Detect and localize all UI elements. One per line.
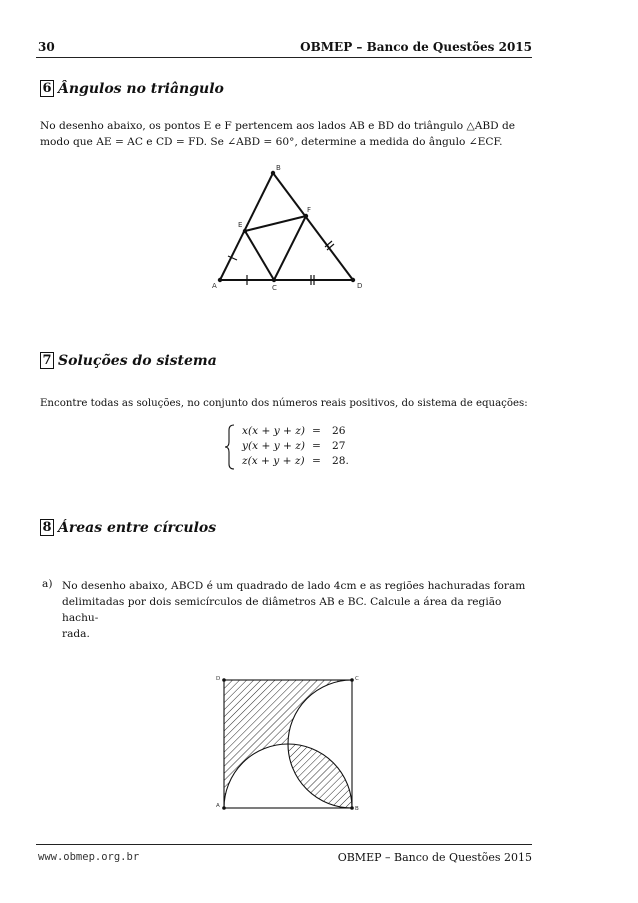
system-brace (224, 424, 236, 470)
point-E (243, 229, 247, 233)
point-F (304, 214, 308, 218)
eq1-lhs: x(x + y + z) (242, 425, 306, 437)
eq3-lhs: z(x + y + z) (242, 455, 305, 467)
label-C: C (272, 284, 277, 292)
q6-line1: No desenho abaixo, os pontos E e F pertencem aos lados AB e BD do triângulo △ABD de (40, 120, 516, 132)
q7-heading (40, 352, 217, 369)
q8-a-line1: No desenho abaixo, ABCD é um quadrado de lado 4cm e as regiões hachuradas foram (62, 580, 526, 592)
label-B: B (276, 164, 281, 172)
q6-heading (40, 80, 224, 97)
eq1-op: = (312, 425, 321, 437)
point-D (351, 278, 355, 282)
point-D-sq (222, 678, 226, 682)
label-D: D (357, 282, 363, 290)
triangle-figure (200, 160, 370, 295)
eq2-lhs: y(x + y + z) (242, 440, 306, 452)
segment-FC (274, 216, 306, 280)
segment-EF (245, 216, 306, 231)
circles-square-figure (214, 670, 360, 816)
page-number: 30 (38, 40, 55, 54)
q8-item-a-marker: a) (42, 578, 53, 590)
q8-number: 8 (40, 519, 54, 536)
q8-title: Áreas entre círculos (58, 519, 217, 536)
q6-statement (40, 118, 534, 150)
label-A-sq: A (216, 803, 220, 809)
point-B-sq (350, 806, 354, 810)
eq3-op: = (312, 455, 321, 467)
side-BD (273, 173, 353, 280)
hatched-region-lens (288, 744, 352, 808)
segment-EC (245, 231, 274, 280)
label-F: F (307, 206, 312, 214)
q8-a-line3: rada. (62, 628, 90, 640)
footer-rule (36, 844, 532, 845)
eq2-op: = (312, 440, 321, 452)
label-A: A (212, 282, 217, 290)
q7-number: 7 (40, 352, 54, 369)
eq3-rhs: 28. (332, 455, 349, 467)
eq1-rhs: 26 (332, 425, 346, 437)
footer-url[interactable]: www.obmep.org.br (38, 851, 140, 863)
q8-item-a-text (62, 578, 532, 642)
eq2-rhs: 27 (332, 440, 346, 452)
footer-title: OBMEP – Banco de Questões 2015 (337, 851, 532, 864)
q7-title: Soluções do sistema (58, 352, 217, 369)
point-A-sq (222, 806, 226, 810)
point-C (272, 278, 276, 282)
q6-number: 6 (40, 80, 54, 97)
label-D-sq: D (216, 676, 221, 682)
q8-heading (40, 519, 216, 536)
header-rule (36, 57, 532, 58)
point-B (271, 171, 275, 175)
q6-line2: modo que AE = AC e CD = FD. Se ∠ABD = 60°, determine a medida do ângulo ∠ECF. (40, 136, 503, 148)
label-E: E (238, 221, 243, 229)
q8-a-line2: delimitadas por dois semicírculos de diâmetros AB e BC. Calcule a área da região hachu- (62, 596, 502, 624)
point-C-sq (350, 678, 354, 682)
label-B-sq: B (355, 806, 359, 812)
q7-statement: Encontre todas as soluções, no conjunto dos números reais positivos, do sistema de equações: (40, 398, 528, 409)
point-A (218, 278, 222, 282)
header-title: OBMEP – Banco de Questões 2015 (300, 40, 532, 54)
q6-title: Ângulos no triângulo (58, 80, 224, 97)
label-C-sq: C (355, 676, 359, 682)
